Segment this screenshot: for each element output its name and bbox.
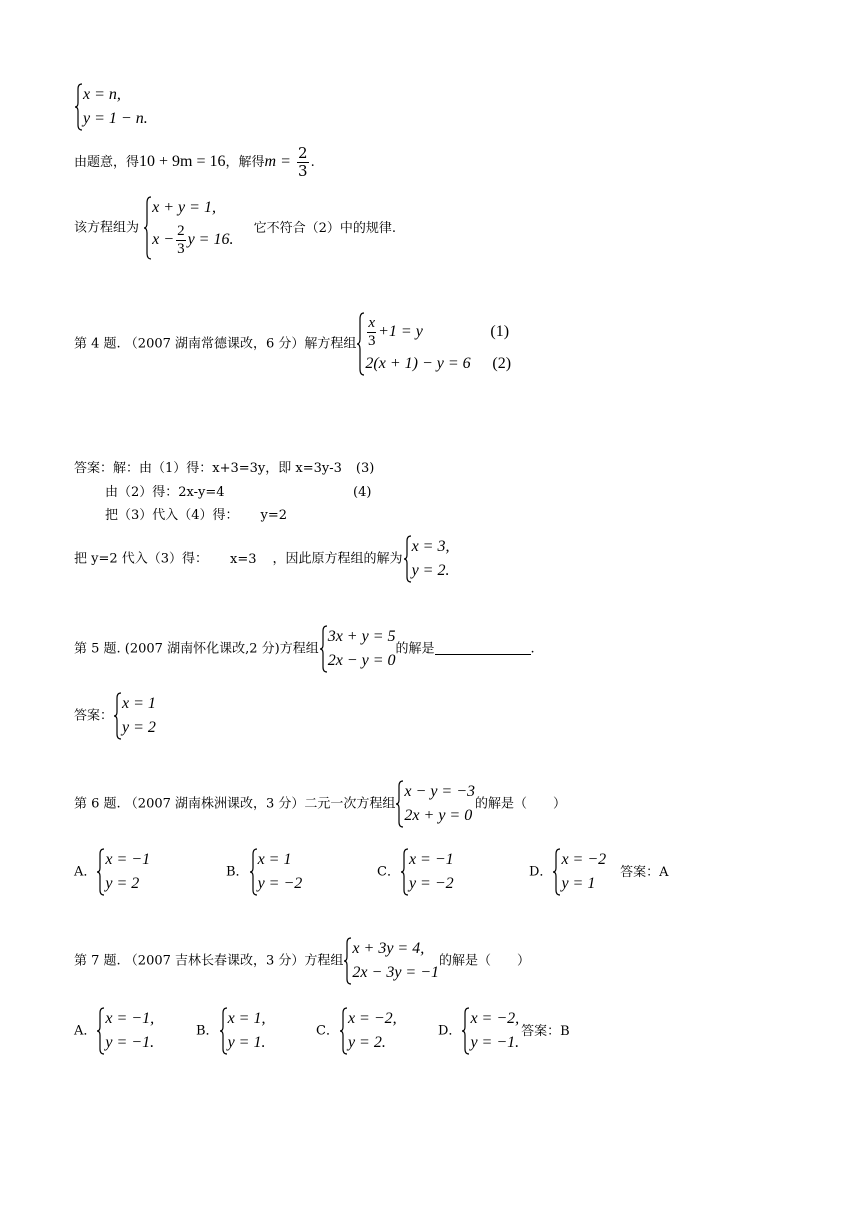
answer-blank[interactable]: [435, 640, 531, 655]
q7-option-c[interactable]: C． x = −2, y = 2.: [316, 1007, 397, 1055]
question-7: 第 7 题. （2007 吉林长春课改，3 分）方程组 x + 3y = 4, 2x − 3y = −1 的解是（ ）: [74, 937, 530, 985]
q5-answer: 答案： x = 1 y = 2: [74, 692, 156, 740]
question-4: 第 4 题. （2007 湖南常德课改，6 分）解方程组 $\frac{x}{3}$ +1 = y (1) 2(x + 1) − y = 6 (2): [74, 312, 515, 376]
question-6: 第 6 题. （2007 湖南株洲课改，3 分）二元一次方程组 x − y = −3 2x + y = 0 的解是（ ）: [74, 780, 566, 828]
solve-m-line: 由题意，得10 + 9m = 16，解得m = $\frac{2}{3}$ .: [74, 144, 315, 180]
q7-answer: 答案：B: [521, 1023, 570, 1039]
q6-answer: 答案：A: [620, 864, 669, 880]
q4-answer-line-1: 答案：解：由（1）得：x+3=3y，即 x=3y-3 (3): [74, 461, 375, 476]
brace-icon: [403, 535, 412, 583]
equation-system-top: x = n, y = 1 − n.: [74, 83, 148, 131]
brace-icon: [356, 312, 365, 376]
equation-system-result: 该方程组为 x + y = 1, x − $\frac{2}{3}$ y = 16. 它不符合（2）中的规律.: [74, 196, 396, 260]
q7-option-b[interactable]: B． x = 1, y = 1.: [196, 1007, 265, 1055]
brace-icon: [113, 692, 122, 740]
fraction: $\frac{2}{3}$: [298, 144, 308, 180]
brace-icon: [400, 848, 409, 896]
q4-answer-line-4: 把 y=2 代入（3）得： x=3 ，因此原方程组的解为 x = 3, y = 2.: [74, 535, 449, 583]
q7-option-a[interactable]: A． x = −1, y = −1.: [74, 1007, 154, 1055]
brace-icon: [339, 1007, 348, 1055]
q6-option-c[interactable]: C． x = −1 y = −2: [377, 848, 454, 896]
q6-option-d[interactable]: D． x = −2 y = 1 答案：A: [529, 848, 669, 896]
brace-icon: [143, 196, 152, 260]
brace-icon: [74, 83, 83, 131]
question-5: 第 5 题. (2007 湖南怀化课改,2 分)方程组 3x + y = 5 2x − y = 0 的解是 .: [74, 625, 535, 673]
q4-answer-line-3: 把（3）代入（4）得： y=2: [105, 508, 288, 523]
q4-answer-line-2: 由（2）得：2x-y=4 (4): [105, 485, 372, 500]
q6-option-b[interactable]: B． x = 1 y = −2: [226, 848, 302, 896]
brace-icon: [219, 1007, 228, 1055]
q7-option-d[interactable]: D． x = −2, y = −1. 答案：B: [438, 1007, 570, 1055]
q6-option-a[interactable]: A． x = −1 y = 2: [74, 848, 150, 896]
brace-icon: [319, 625, 328, 673]
brace-icon: [249, 848, 258, 896]
